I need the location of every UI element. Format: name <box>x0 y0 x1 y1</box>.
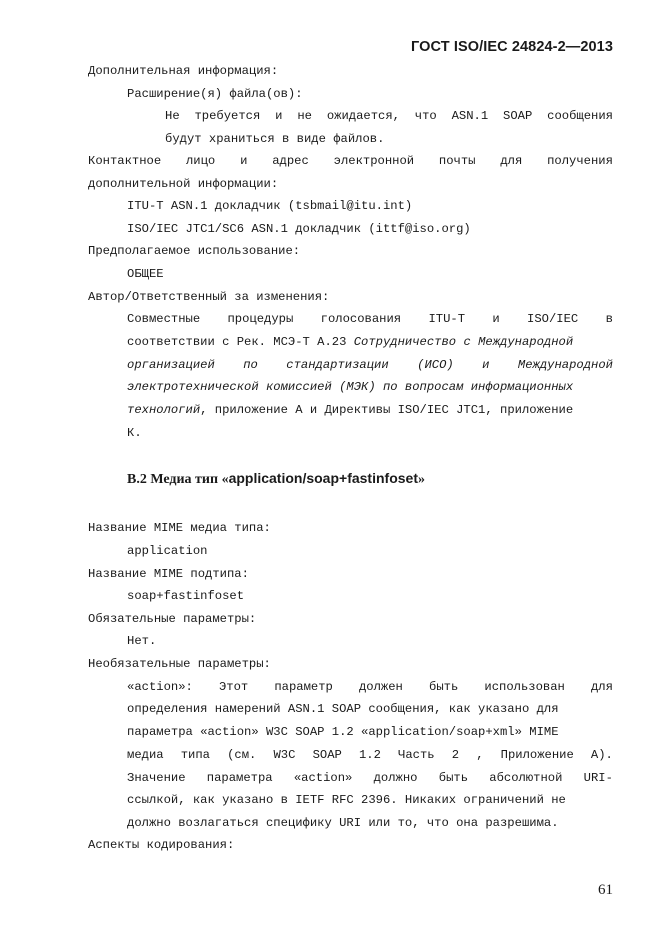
word: (см. <box>227 748 257 762</box>
optional-line-4 <box>127 748 613 763</box>
author-line-5 <box>127 403 573 418</box>
word: голосования <box>320 312 402 326</box>
word: сообщения <box>547 109 613 123</box>
author-line-4: электротехнической комиссией (МЭК) по вопросам информационных <box>127 380 574 394</box>
word: (ИСО) <box>417 358 454 372</box>
author-line-2 <box>127 335 573 350</box>
intended-use-value: ОБЩЕЕ <box>127 267 164 281</box>
word: Значение <box>127 771 186 785</box>
word: адрес <box>272 154 309 168</box>
section-quote-close: » <box>418 472 425 487</box>
author-line-5-plain: , приложение А и Директивы ISO/IEC JTC1, приложение <box>200 403 574 417</box>
document-header: ГОСТ ISO/IEC 24824-2—2013 <box>411 39 613 55</box>
subtype-label: Название MIME подтипа: <box>88 567 249 581</box>
word: параметр <box>274 680 333 694</box>
optional-line-1 <box>127 680 613 695</box>
word: организацией <box>127 358 215 372</box>
itu-reporter: ITU-T ASN.1 докладчик (tsbmail@itu.int) <box>127 199 413 213</box>
encoding-label: Аспекты кодирования: <box>88 838 235 852</box>
word: для <box>500 154 523 168</box>
intended-use-label: Предполагаемое использование: <box>88 244 301 258</box>
additional-info-label: Дополнительная информация: <box>88 64 279 78</box>
iso-reporter: ISO/IEC JTC1/SC6 ASN.1 докладчик (ittf@iso.org) <box>127 222 471 236</box>
word: типа <box>180 748 210 762</box>
word: почты <box>438 154 476 168</box>
word: должен <box>358 680 403 694</box>
optional-line-2: определения намерений ASN.1 SOAP сообщения, как указано для <box>127 702 559 716</box>
word: Не <box>165 109 180 123</box>
word: быть <box>438 771 469 785</box>
word: по <box>243 358 258 372</box>
word: не <box>297 109 312 123</box>
optional-line-6: ссылкой, как указано в IETF RFC 2396. Никаких ограничений не <box>127 793 566 807</box>
optional-params-label: Необязательные параметры: <box>88 657 271 671</box>
word: и <box>492 312 500 326</box>
word: Приложение <box>500 748 574 762</box>
word: и <box>482 358 490 372</box>
word: Этот <box>218 680 249 694</box>
author-line-3 <box>127 358 613 373</box>
word: абсолютной <box>489 771 563 785</box>
optional-line-5 <box>127 771 613 786</box>
word: получения <box>547 154 613 168</box>
word: URI- <box>583 771 613 785</box>
contact-line-2: дополнительной информации: <box>88 177 279 191</box>
word: ожидается, <box>326 109 400 123</box>
subtype-value: soap+fastinfoset <box>127 589 245 603</box>
author-line-6: К. <box>127 426 142 440</box>
author-line-5-italic: технологий <box>127 403 201 417</box>
word: электронной <box>333 154 415 168</box>
word: «action»: <box>127 680 193 694</box>
word: для <box>590 680 613 694</box>
word: требуется <box>194 109 261 123</box>
word: Контактное <box>88 154 162 168</box>
word: «action» <box>293 771 353 785</box>
word: стандартизации <box>286 358 389 372</box>
word: А). <box>590 748 613 762</box>
optional-line-7: должно возлагаться специфику URI или то, что она разрешима. <box>127 816 559 830</box>
author-line-2-plain: соответствии с Рек. МСЭ-Т А.23 <box>127 335 354 349</box>
section-heading <box>127 470 425 488</box>
section-quote-open: « <box>221 472 229 487</box>
word: и <box>240 154 248 168</box>
page-number: 61 <box>598 882 613 898</box>
optional-line-3: параметра «action» W3C SOAP 1.2 «application/soap+xml» MIME <box>127 725 559 739</box>
section-word: Медиа тип <box>150 472 222 487</box>
word: использован <box>484 680 565 694</box>
section-number: B.2 <box>127 472 151 487</box>
mime-type-label: Название MIME медиа типа: <box>88 521 271 535</box>
not-required-line-2: будут храниться в виде файлов. <box>165 132 385 146</box>
extension-label: Расширение(я) файла(ов): <box>127 87 303 101</box>
word: лицо <box>185 154 216 168</box>
author-line-1 <box>127 312 613 327</box>
word: SOAP <box>312 748 342 762</box>
required-params-label: Обязательные параметры: <box>88 612 257 626</box>
word: ASN.1 <box>451 109 489 123</box>
word: Международной <box>517 358 613 372</box>
word: процедуры <box>227 312 294 326</box>
word: SOAP <box>503 109 533 123</box>
word: быть <box>429 680 459 694</box>
word: медиа <box>127 748 164 762</box>
word: что <box>414 109 437 123</box>
word: ISO/IEC <box>527 312 579 326</box>
word: в <box>605 312 613 326</box>
contact-line-1 <box>88 154 613 169</box>
word: W3C <box>273 748 296 762</box>
author-line-2-italic: Сотрудничество с Международной <box>353 335 574 349</box>
section-mime-name: application/soap+fastinfoset <box>228 470 418 486</box>
word: должно <box>373 771 418 785</box>
author-label: Автор/Ответственный за изменения: <box>88 290 330 304</box>
word: Совместные <box>127 312 201 326</box>
word: ITU-T <box>428 312 466 326</box>
word: 1.2 <box>358 748 381 762</box>
word: 2 <box>451 748 460 762</box>
word: , <box>476 748 484 762</box>
required-params-value: Нет. <box>127 634 157 648</box>
mime-type-value: application <box>127 544 208 558</box>
word: и <box>275 109 283 123</box>
word: параметра <box>206 771 273 785</box>
word: Часть <box>398 748 435 762</box>
not-required-line-1 <box>165 109 613 124</box>
